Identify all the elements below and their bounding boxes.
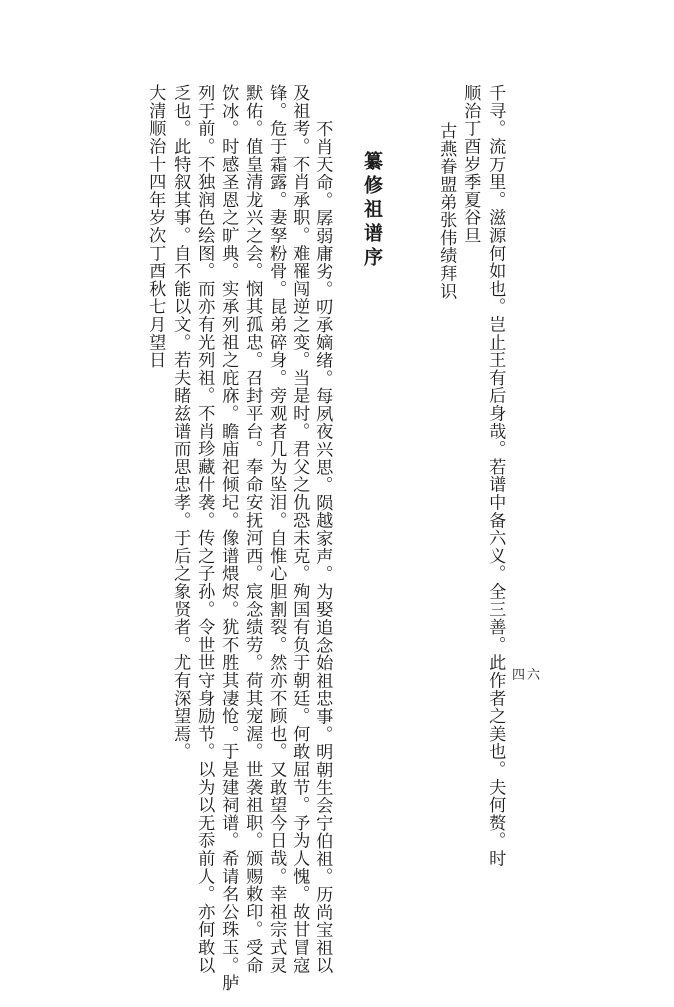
preface-date-line: 大清顺治十四年岁次丁酉秋七月望日 [145,84,166,369]
preface-line-7: 乏也。此特叙其事。自不能以文。若夫睹兹谱而思忠孝。于后之象贤者。尤有深望焉。 [170,84,191,761]
prev-text-date-line: 顺治丁酉岁季夏谷旦 [460,84,481,245]
preface-line-1: 不肖天命。孱弱庸劣。叨承嫡绪。每夙夜兴思。陨越家声。为娶追念始祖忠事。明朝生会宁伯祖。历尚宝祖以 [312,120,333,975]
preface-line-2: 及祖考。不肖承职。难罹闯逆之变。当是时。君父之仇恐未克。殉国有负于朝廷。何敢屈节。予为人愧。故甘冒寇 [289,84,310,974]
preface-title: 纂修祖谱序 [361,151,383,271]
preface-line-4: 默佑。值皇清龙兴之会。悯其孤忠。召封平台。奉命安抚河西。宸念绩劳。荷其宠渥。世袭祖职。颁赐敕印。受命 [242,84,263,974]
prev-text-line-1: 千寻。流万里。滋源何如也。岂止王有后身哉。若谱中备六义。全三善。此作者之美也。夫何赘。时 [485,84,506,868]
prev-text-signature: 古燕眷盟弟张伟绩拜识 [436,122,457,300]
preface-line-3: 锋。危于霜露。妻孥粉骨。昆弟碎身。旁观者几为坠泪。自惟心胆割裂。然亦不顾也。又敢望今日哉。幸祖宗式灵 [266,84,287,974]
preface-line-6: 列于前。不独润色绘图。而亦有光列祖。不肖珍藏什袭。传之子孙。令世世守身励节。以为以无忝前人。亦何敢以 [194,84,215,974]
preface-line-5: 饮冰。时感圣恩之旷典。实承列祖之庇庥。瞻庙祀倾圮。像谱煨烬。犹不胜其凄怆。于是建祠谱。希请名公珠玉。胪 [218,84,239,992]
page-number: 四六 [512,668,543,683]
